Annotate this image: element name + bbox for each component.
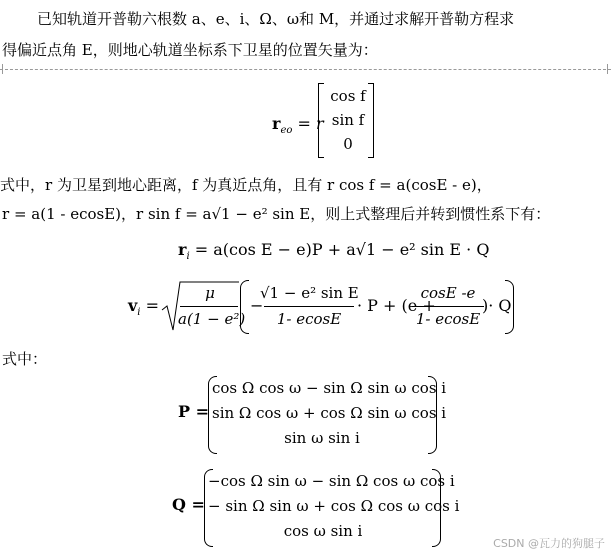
v-i-term1-numerator: √1 − e² sin E [260, 284, 359, 302]
q-matrix-row-1: −cos Ω sin ω − sin Ω cos ω cos i [208, 472, 455, 490]
v-i-paren-left [240, 280, 249, 334]
v-i-denominator: a(1 − e²) [178, 310, 246, 328]
v-i-term1-bar [264, 306, 354, 307]
v-i-mu: μ [205, 284, 215, 302]
paragraph-3: 式中： [2, 350, 48, 368]
q-matrix-label: Q = [172, 495, 205, 514]
v-i-minus: − [250, 296, 264, 315]
r-eo-row-2: sin f [331, 111, 365, 129]
v-i-term2-denominator: 1- ecosE [415, 310, 481, 328]
r-eo-lhs: $r_{eo} = r$ [272, 114, 324, 136]
v-i-paren-right [505, 280, 514, 334]
watermark: CSDN @瓦力的狗腿子 [493, 537, 605, 550]
p-matrix-row-3: sin ω sin i [284, 429, 360, 447]
paragraph-1-line-1: 已知轨道开普勒六根数 a、e、i、Ω、ω和 M，并通过求解开普勒方程求 [37, 10, 515, 28]
separator-marker-left [2, 64, 3, 74]
p-matrix-row-2: sin Ω cos ω + cos Ω sin ω cos i [212, 404, 447, 422]
v-i-tail: )· Q [482, 296, 512, 315]
p-matrix-row-1: cos Ω cos ω − sin Ω sin ω cos i [212, 379, 447, 397]
paragraph-2-line-2: r = a(1 - ecosE)，r sin f = a√1 − e² sin E，则上式整理后并转到惯性系下有： [2, 205, 551, 223]
paragraph-2-line-1: 式中，r 为卫星到地心距离，f 为真近点角，且有 r cos f = a(cosE - e)， [0, 176, 492, 194]
paragraph-1-line-2: 得偏近点角 E，则地心轨道坐标系下卫星的位置矢量为： [2, 41, 378, 59]
separator-marker-right [607, 64, 608, 74]
q-matrix-paren-right [432, 469, 441, 547]
r-eo-bracket-right [368, 83, 374, 158]
r-eo-row-1: cos f [330, 87, 366, 105]
q-matrix-row-2: − sin Ω sin ω + cos Ω cos ω cos i [208, 497, 460, 515]
q-matrix-row-3: cos ω sin i [283, 522, 363, 540]
v-i-term2-numerator: cosE -e [420, 284, 476, 302]
separator-line [0, 69, 611, 70]
r-i-equation: $r_i = a(\cos$ E − e)P + a√1 − e² sin E · Q [178, 240, 490, 262]
v-i-lhs: $v_i$ = [128, 296, 159, 318]
p-matrix-label: P = [178, 402, 210, 421]
r-eo-row-3: 0 [343, 135, 353, 153]
v-i-middle: · P + (e + [357, 296, 436, 315]
v-i-term1-denominator: 1- ecosE [276, 310, 342, 328]
v-i-fraction-bar [180, 306, 238, 307]
p-matrix-paren-right [428, 376, 437, 454]
v-i-term2-bar [412, 306, 484, 307]
